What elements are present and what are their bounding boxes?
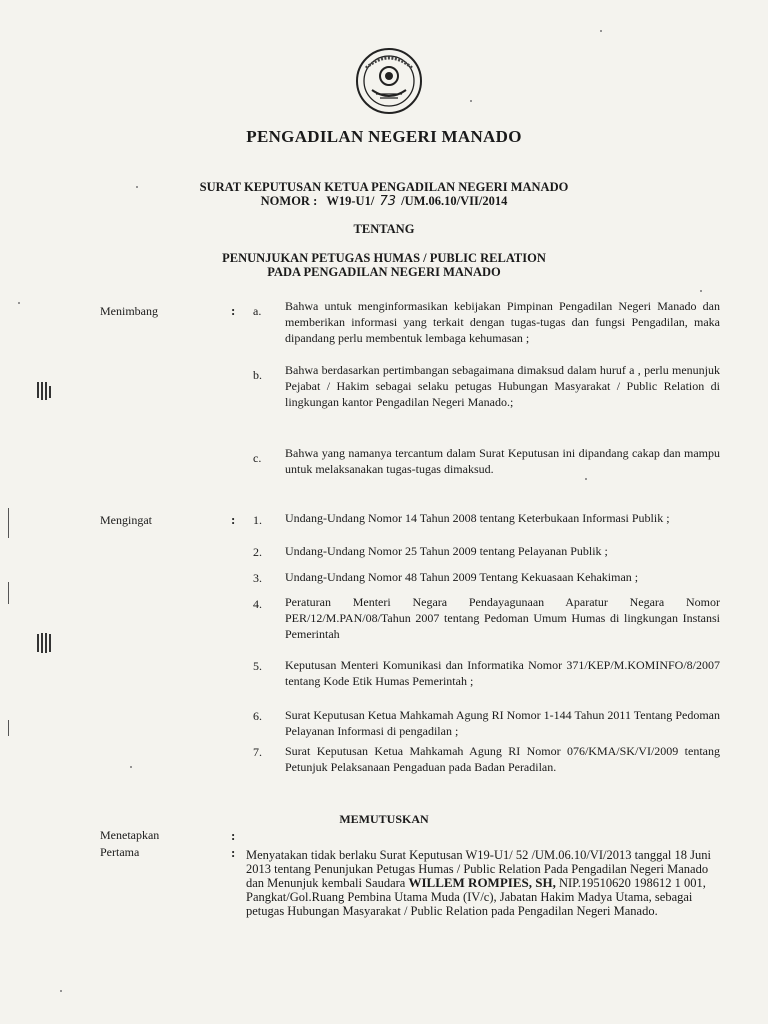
number-prefix: W19-U1/: [326, 194, 375, 208]
scan-speck: [60, 990, 62, 992]
court-emblem: [354, 46, 424, 116]
about-heading: TENTANG: [353, 222, 415, 236]
decree-number: [0, 194, 768, 209]
menimbang-item-b: Bahwa berdasarkan pertimbangan sebagaimana dimaksud dalam huruf a , perlu menunjuk Pejabat / Hakim sebagai selaku petugas Hubungan Masyarakat / Public Relation di lingkungan kantor Pengadilan Negeri Manado.;: [285, 363, 720, 409]
mengingat-marker-4: 4.: [253, 597, 262, 611]
mengingat-item-7: Surat Keputusan Ketua Mahkamah Agung RI Nomor 076/KMA/SK/VI/2009 tentang Petunjuk Pelaksanaan Pengaduan pada Badan Peradilan.: [285, 744, 720, 774]
pertama-colon: :: [231, 845, 236, 860]
menimbang-item-a: Bahwa untuk menginformasikan kebijakan Pimpinan Pengadilan Negeri Manado dan memberikan informasi yang terkait dengan tugas-tugas dan fungsi Pengadilan, maka dipandang perlu membentuk lembaga kehumasan ;: [285, 299, 720, 345]
court-name: PENGADILAN NEGERI MANADO: [246, 127, 522, 146]
mengingat-marker-5: 5.: [253, 659, 262, 673]
scan-edge-line: [8, 582, 9, 604]
mengingat-item-4: Peraturan Menteri Negara Pendayagunaan Aparatur Negara Nomor PER/12/M.PAN/08/Tahun 2007 tentang Pedoman Umum Humas di lingkungan Instansi Pemerintah: [285, 595, 720, 641]
menimbang-marker-b: b.: [253, 368, 262, 382]
scan-edge-line: [8, 508, 9, 538]
number-handwritten: 73: [379, 194, 396, 209]
mengingat-item-1: Undang-Undang Nomor 14 Tahun 2008 tentang Keterbukaan Informasi Publik ;: [285, 511, 670, 525]
scan-speck: [18, 302, 20, 304]
number-suffix: /UM.06.10/VII/2014: [401, 194, 508, 208]
binder-hole-mark: [36, 632, 52, 654]
scan-speck: [470, 100, 472, 102]
mengingat-colon: :: [231, 512, 236, 527]
scan-speck: [585, 478, 587, 480]
menimbang-marker-a: a.: [253, 304, 262, 318]
menimbang-label: Menimbang: [100, 304, 158, 318]
menetapkan-label: Menetapkan: [100, 828, 160, 842]
mengingat-marker-7: 7.: [253, 745, 262, 759]
mengingat-item-2: Undang-Undang Nomor 25 Tahun 2009 tentang Pelayanan Publik ;: [285, 544, 608, 558]
subject-line-1: PENUNJUKAN PETUGAS HUMAS / PUBLIC RELATION: [222, 251, 546, 265]
scan-speck: [600, 30, 602, 32]
pertama-label: Pertama: [100, 845, 140, 859]
scan-edge-line: [8, 720, 9, 736]
subject-line-2: PADA PENGADILAN NEGERI MANADO: [267, 265, 501, 279]
mengingat-marker-6: 6.: [253, 709, 262, 723]
decree-title: SURAT KEPUTUSAN KETUA PENGADILAN NEGERI MANADO: [199, 180, 569, 194]
menimbang-colon: :: [231, 303, 236, 318]
decision-text-part2: NIP.19510620 198612 1 001, Pangkat/Gol.Ruang Pembina Utama Muda (IV/c), Jabatan Hakim Madya Utama, sebagai petugas Hubungan Masyarakat / Public Relation pada Pengadilan Negeri Manado.: [246, 876, 706, 918]
decision-text-part1: Menyatakan tidak berlaku Surat Keputusan W19-U1/ 52 /UM.06.10/VI/2013 tanggal 18 Juni 2013 tentang Penunjukan Petugas Humas / Public Relation Pada Pengadilan Negeri Manado dan Menunjuk kembali Saudara: [246, 848, 711, 890]
menetapkan-colon: :: [231, 828, 236, 843]
binder-hole-mark: [36, 380, 52, 402]
mengingat-marker-1: 1.: [253, 513, 262, 527]
mengingat-item-6: Surat Keputusan Ketua Mahkamah Agung RI Nomor 1-144 Tahun 2011 Tentang Pedoman Pelayanan Informasi di pengadilan ;: [285, 708, 720, 738]
mengingat-label: Mengingat: [100, 513, 152, 527]
mengingat-item-5: Keputusan Menteri Komunikasi dan Informatika Nomor 371/KEP/M.KOMINFO/8/2007 tentang Kode Etik Humas Pemerintah ;: [285, 658, 720, 688]
mengingat-marker-3: 3.: [253, 571, 262, 585]
mengingat-marker-2: 2.: [253, 545, 262, 559]
mengingat-item-3: Undang-Undang Nomor 48 Tahun 2009 Tentang Kekuasaan Kehakiman ;: [285, 570, 639, 584]
appointee-name: WILLEM ROMPIES, SH,: [408, 875, 556, 890]
menimbang-item-c: Bahwa yang namanya tercantum dalam Surat Keputusan ini dipandang cakap dan mampu untuk melaksanakan tugas-tugas dimaksud.: [285, 446, 720, 476]
scan-speck: [130, 766, 132, 768]
scan-speck: [136, 186, 138, 188]
decision-pertama-text: [246, 848, 722, 918]
menimbang-marker-c: c.: [253, 451, 262, 465]
scan-speck: [700, 290, 702, 292]
decision-heading: MEMUTUSKAN: [339, 812, 429, 826]
number-label: NOMOR :: [260, 194, 318, 208]
